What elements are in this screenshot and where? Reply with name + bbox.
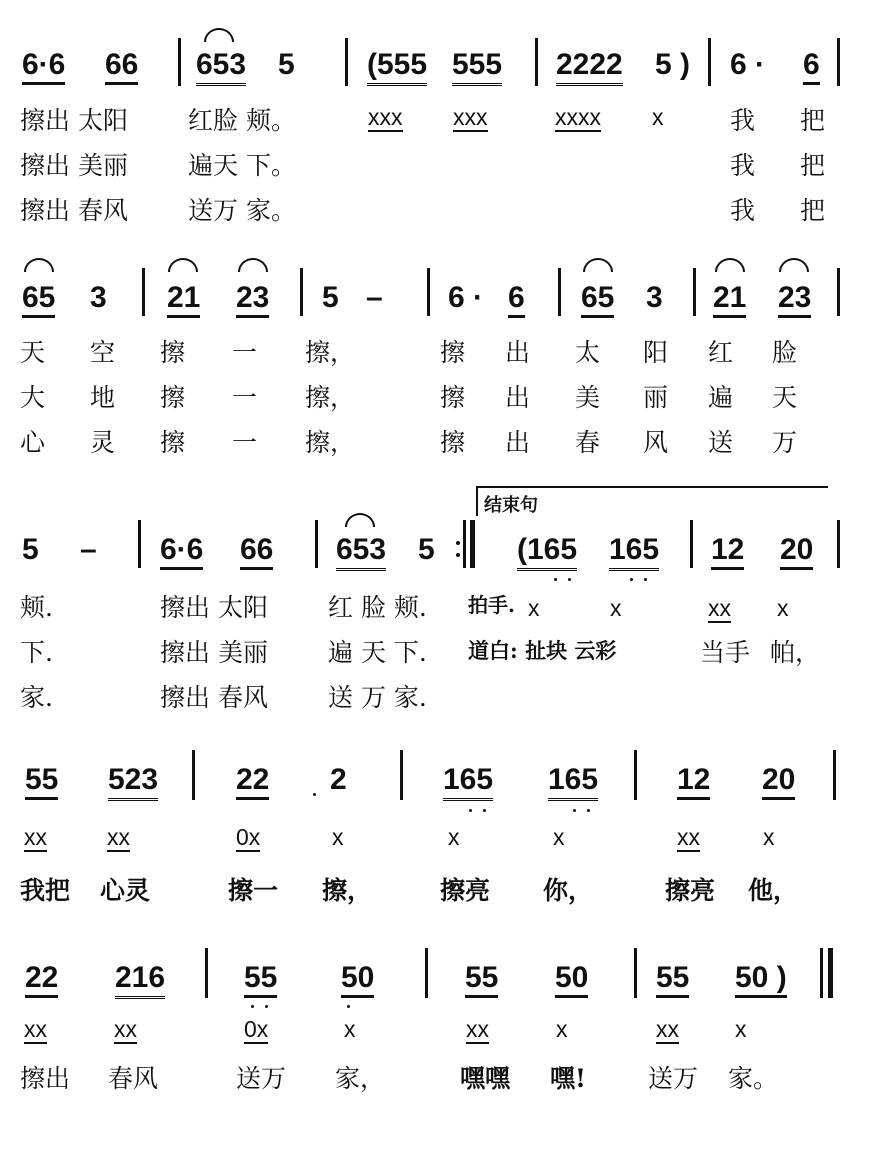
rhythm-mark: xx xyxy=(466,1016,489,1042)
note: 6 · xyxy=(448,281,484,314)
low-dot xyxy=(251,1005,254,1008)
lyric: 家. xyxy=(20,683,53,712)
rhythm-mark: x xyxy=(344,1016,356,1042)
lyric: 送 xyxy=(708,428,734,457)
note-group: 523 xyxy=(108,765,158,801)
note-group: 12 xyxy=(677,765,710,800)
lyric: 心 xyxy=(20,428,46,457)
slur xyxy=(24,258,54,272)
lyric: 地 xyxy=(90,383,116,412)
final-barline xyxy=(828,948,833,998)
note: 5 xyxy=(22,533,39,566)
barline xyxy=(142,268,145,316)
low-dot xyxy=(265,1005,268,1008)
lyric: 空 xyxy=(90,338,116,367)
slur xyxy=(715,258,745,272)
lyric: 擦一 xyxy=(228,876,279,905)
note-group: 653 xyxy=(336,535,386,571)
rhythm-mark: x xyxy=(735,1016,747,1042)
lyric: 擦出 春风 xyxy=(20,196,128,225)
lyric: 美 xyxy=(575,383,601,412)
note: 5 ) xyxy=(655,48,691,81)
repeat-barline xyxy=(470,520,475,568)
barline xyxy=(425,948,428,998)
barline xyxy=(837,38,840,86)
lyric: 擦出 太阳 xyxy=(20,106,128,135)
rhythm-mark: x xyxy=(448,824,460,850)
note: 5 xyxy=(418,533,435,566)
lyric: 万 xyxy=(772,428,798,457)
lyric: 他， xyxy=(748,876,799,905)
note: 3 xyxy=(646,281,663,314)
dot xyxy=(313,793,316,796)
low-dot xyxy=(587,809,590,812)
note-group: 55 xyxy=(244,963,277,998)
lyric: 擦， xyxy=(305,338,356,367)
rhythm-mark: xx xyxy=(114,1016,137,1042)
lyric: 风 xyxy=(643,428,669,457)
low-dot xyxy=(644,578,647,581)
note-group: 20 xyxy=(780,535,813,570)
lyric: 擦出 美丽 xyxy=(160,638,268,667)
rhythm-mark: xx xyxy=(107,824,130,850)
lyric: 送 万 家. xyxy=(328,683,427,712)
note-group: 653 xyxy=(196,50,246,86)
lyric: 一 xyxy=(232,428,258,457)
slur xyxy=(204,28,234,42)
final-barline xyxy=(820,948,823,998)
note-group: 555 xyxy=(452,50,502,86)
lyric: 送万 xyxy=(648,1064,699,1093)
rhythm-mark: x xyxy=(610,595,622,621)
note: 5 xyxy=(278,48,295,81)
note-group: 6·6 xyxy=(160,535,203,570)
note-group: 2222 xyxy=(556,50,623,86)
rhythm-mark: x xyxy=(553,824,565,850)
rhythm-mark: xxxx xyxy=(555,104,601,130)
lyric: 出 xyxy=(505,383,531,412)
low-dot xyxy=(630,578,633,581)
slur xyxy=(345,513,375,527)
note-group: 65 xyxy=(22,283,55,318)
lyric: 擦亮 xyxy=(440,876,491,905)
note: 2 xyxy=(330,763,347,796)
lyric: 天 xyxy=(20,338,46,367)
lyric: 擦， xyxy=(305,383,356,412)
note-group: 50 xyxy=(341,963,374,998)
low-dot xyxy=(347,1005,350,1008)
lyric: 帕， xyxy=(770,638,821,667)
rhythm-mark: x xyxy=(332,824,344,850)
barline xyxy=(690,520,693,568)
note-group: 12 xyxy=(711,535,744,570)
rhythm-mark: xxx xyxy=(368,104,403,130)
lyric: 春风 xyxy=(108,1064,159,1093)
lyric: 一 xyxy=(232,338,258,367)
barline xyxy=(345,38,348,86)
lyric: 一 xyxy=(232,383,258,412)
lyric: 红脸 颊。 xyxy=(188,106,296,135)
note-group: 21 xyxy=(713,283,746,318)
note-group: 22 xyxy=(236,765,269,800)
slur xyxy=(168,258,198,272)
rhythm-mark: x xyxy=(763,824,775,850)
note-group: 22 xyxy=(25,963,58,998)
note-group: 165 xyxy=(548,765,598,801)
note-group: (165 xyxy=(517,535,577,571)
rhythm-mark: 0x xyxy=(236,824,261,850)
lyric: 遍 天 下. xyxy=(328,638,427,667)
barline xyxy=(300,268,303,316)
lyric: 出 xyxy=(505,338,531,367)
barline xyxy=(138,520,141,568)
repeat-dot xyxy=(456,553,460,557)
note: 6 · xyxy=(730,48,766,81)
lyric: 送万 xyxy=(236,1064,287,1093)
lyric: 颊. xyxy=(20,593,53,622)
note-group: 55 xyxy=(656,963,689,998)
lyric: 擦 xyxy=(160,383,186,412)
barline xyxy=(192,750,195,800)
lyric: 脸 xyxy=(772,338,798,367)
note-dash: – xyxy=(366,281,383,314)
lyric: 我 xyxy=(730,106,756,135)
barline xyxy=(693,268,696,316)
note-group: 66 xyxy=(240,535,273,570)
lyric: 天 xyxy=(772,383,798,412)
barline xyxy=(634,750,637,800)
low-dot xyxy=(554,578,557,581)
lyric: 擦 xyxy=(440,428,466,457)
lyric: 遍 xyxy=(708,383,734,412)
note-group: 216 xyxy=(115,963,165,999)
lyric: 心灵 xyxy=(100,876,151,905)
slur xyxy=(583,258,613,272)
note-group: 23 xyxy=(236,283,269,318)
barline xyxy=(535,38,538,86)
lyric: 家， xyxy=(335,1064,386,1093)
note: 5 xyxy=(322,281,339,314)
note-group: 23 xyxy=(778,283,811,318)
lyric: 擦 xyxy=(440,338,466,367)
barline xyxy=(315,520,318,568)
barline xyxy=(558,268,561,316)
lyric: 擦， xyxy=(305,428,356,457)
barline xyxy=(833,750,836,800)
lyric: 春 xyxy=(575,428,601,457)
rhythm-mark: xx xyxy=(708,595,731,621)
ending-bracket-tick xyxy=(476,486,478,516)
note: 6 xyxy=(803,50,820,85)
lyric: 太 xyxy=(575,338,601,367)
note-group: 6·6 xyxy=(22,50,65,85)
lyric: 擦出 春风 xyxy=(160,683,268,712)
low-dot xyxy=(483,809,486,812)
repeat-barline xyxy=(463,520,466,568)
note-group: 50 ) xyxy=(735,963,787,998)
barline xyxy=(427,268,430,316)
barline xyxy=(178,38,181,86)
barline xyxy=(400,750,403,800)
note-group: 20 xyxy=(762,765,795,800)
lyric: 当手 xyxy=(700,638,751,667)
lyric: 家。 xyxy=(728,1064,779,1093)
note-group: 66 xyxy=(105,50,138,85)
lyric: 把 xyxy=(800,106,826,135)
low-dot xyxy=(568,578,571,581)
lyric: 我把 xyxy=(20,876,71,905)
lyric: 擦出 xyxy=(20,1064,71,1093)
note-group: 55 xyxy=(465,963,498,998)
lyric: 丽 xyxy=(643,383,669,412)
lyric: 擦亮 xyxy=(665,876,716,905)
lyric: 拍手. xyxy=(468,593,515,617)
lyric: 红 xyxy=(708,338,734,367)
lyric: 擦出 太阳 xyxy=(160,593,268,622)
note: 6 xyxy=(508,283,525,318)
ending-label: 结束句 xyxy=(484,495,538,516)
note-group: (555 xyxy=(367,50,427,86)
barline xyxy=(634,948,637,998)
lyric: 擦出 美丽 xyxy=(20,151,128,180)
ending-bracket xyxy=(476,486,828,488)
lyric: 大 xyxy=(20,383,46,412)
lyric: 下. xyxy=(20,638,53,667)
barline xyxy=(708,38,711,86)
rhythm-mark: xxx xyxy=(453,104,488,130)
repeat-dot xyxy=(456,541,460,545)
note-group: 165 xyxy=(609,535,659,571)
lyric: 出 xyxy=(505,428,531,457)
low-dot xyxy=(573,809,576,812)
lyric: 我 xyxy=(730,151,756,180)
lyric: 你， xyxy=(543,876,594,905)
rhythm-mark: x xyxy=(556,1016,568,1042)
lyric: 把 xyxy=(800,151,826,180)
note-group: 65 xyxy=(581,283,614,318)
rhythm-mark: xx xyxy=(677,824,700,850)
lyric: 嘿! xyxy=(550,1064,586,1093)
note-group: 21 xyxy=(167,283,200,318)
spoken-line: 道白: 扯块 云彩 xyxy=(468,638,617,663)
slur xyxy=(238,258,268,272)
lyric: 阳 xyxy=(643,338,669,367)
lyric: 灵 xyxy=(90,428,116,457)
rhythm-mark: x xyxy=(528,595,540,621)
barline xyxy=(837,268,840,316)
lyric: 擦 xyxy=(440,383,466,412)
low-dot xyxy=(469,809,472,812)
lyric: 红 脸 颊. xyxy=(328,593,427,622)
barline xyxy=(837,520,840,568)
rhythm-mark: xx xyxy=(24,1016,47,1042)
barline xyxy=(205,948,208,998)
note-group: 165 xyxy=(443,765,493,801)
lyric: 擦 xyxy=(160,338,186,367)
lyric: 擦 xyxy=(160,428,186,457)
note-group: 55 xyxy=(25,765,58,800)
lyric: 嘿嘿 xyxy=(460,1064,511,1093)
lyric: 送万 家。 xyxy=(188,196,296,225)
rhythm-mark: 0x xyxy=(244,1016,269,1042)
lyric: 把 xyxy=(800,196,826,225)
note: 3 xyxy=(90,281,107,314)
rhythm-mark: x xyxy=(652,104,664,130)
rhythm-mark: xx xyxy=(656,1016,679,1042)
lyric: 我 xyxy=(730,196,756,225)
note-group: 50 xyxy=(555,963,588,998)
rhythm-mark: xx xyxy=(24,824,47,850)
slur xyxy=(779,258,809,272)
lyric: 遍天 下。 xyxy=(188,151,296,180)
rhythm-mark: x xyxy=(777,595,789,621)
note-dash: – xyxy=(80,533,97,566)
lyric: 擦， xyxy=(322,876,373,905)
